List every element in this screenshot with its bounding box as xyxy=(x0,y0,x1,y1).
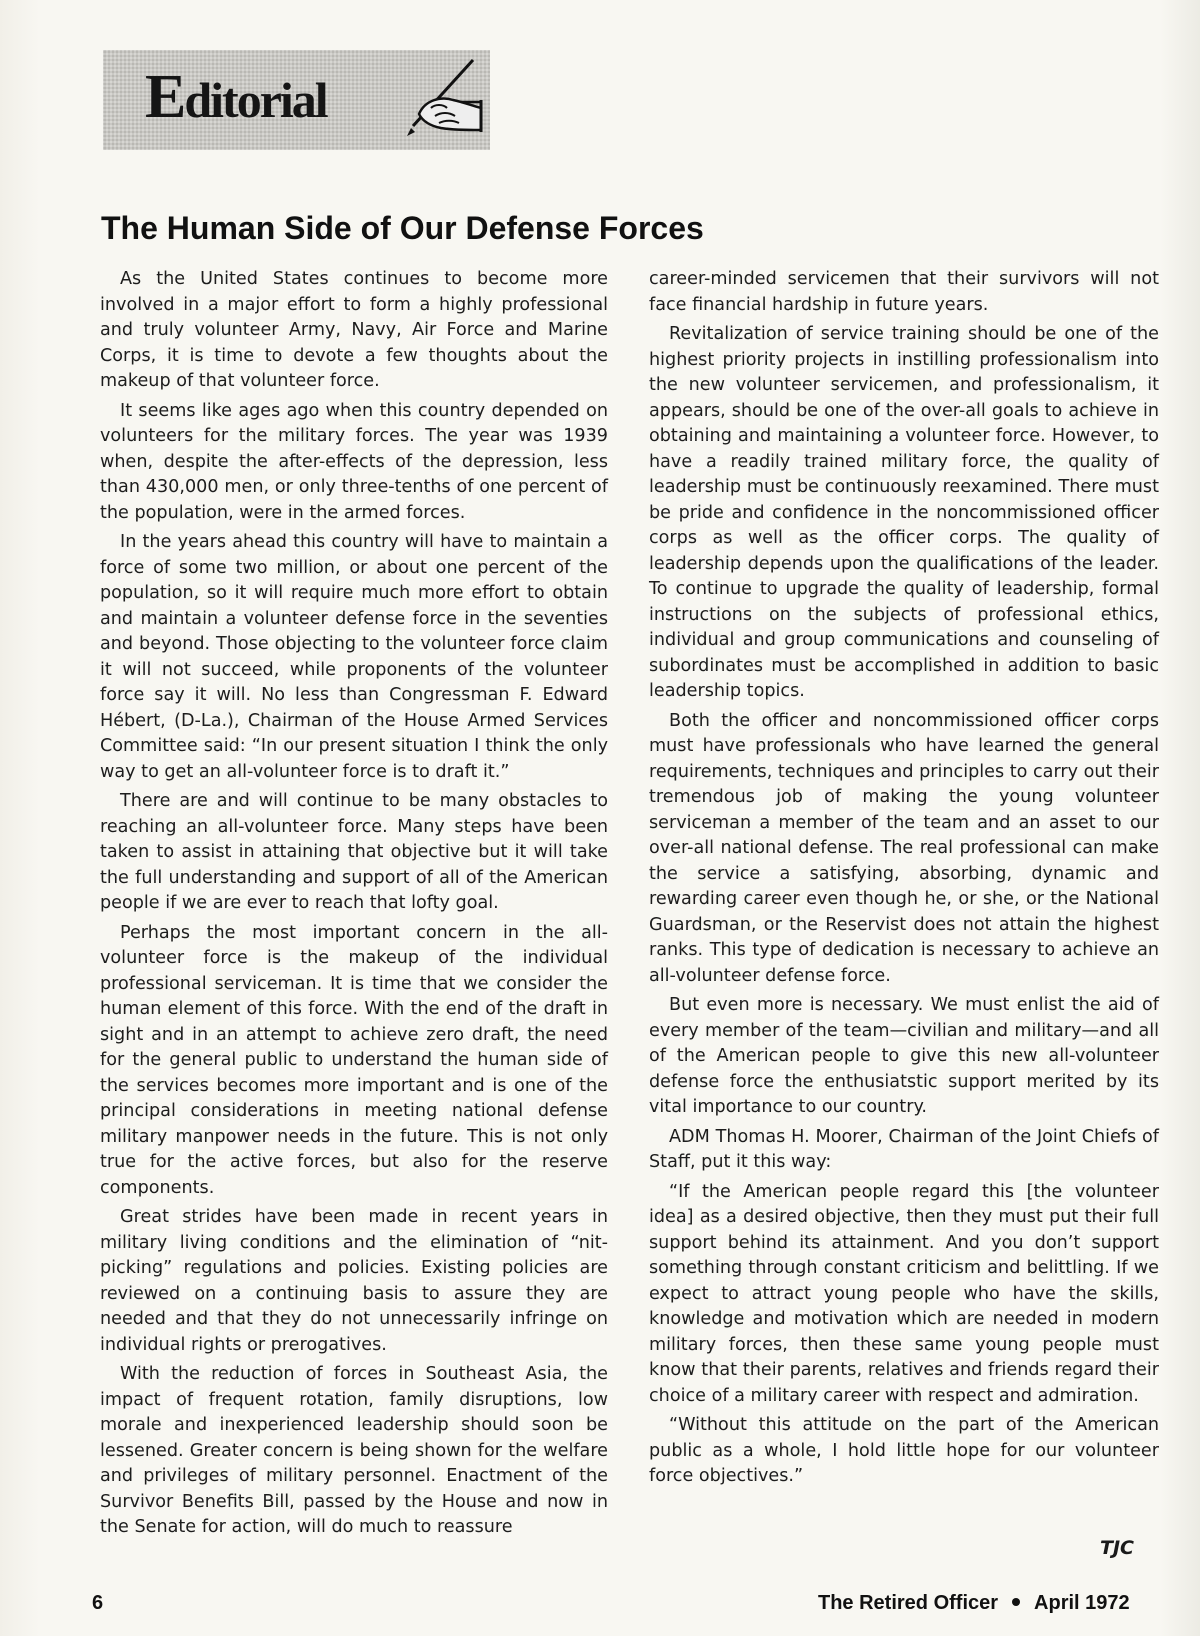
editorial-label: Editorial xyxy=(145,63,327,131)
paragraph: Both the officer and noncommissioned officer corps must have professionals who have learned the general requirements, techniques and principles to carry out their tremendous job of making the young volunteer serviceman a member of the team and an asset to our over-all national defense. The real professional can make the service a satisfying, absorbing, dynamic and rewarding career even though he, or she, or the National Guardsman, or the Reservist does not attain the highest ranks. This type of dedication is necessary to achieve an all-volunteer defense force. xyxy=(649,710,1160,986)
issue-date: April 1972 xyxy=(1034,1592,1130,1614)
paragraph: It seems like ages ago when this country depended on volunteers for the military forces. The year was 1939 when, despite the after-effects of the depression, less than 430,000 men, or only three-tenths of one percent of the population, were in the armed forces. xyxy=(100,400,608,523)
quote-paragraph: “Without this attitude on the part of the American public as a whole, I hold little hope for our volunteer force objectives.” xyxy=(649,1415,1159,1486)
publication-footer xyxy=(818,1592,1130,1615)
paragraph: Great strides have been made in recent years in military living conditions and the elimination of “nit-picking” regulations and policies. Existing policies are reviewed on a continuing basis to assure they are needed and that they do not unnecessarily infringe on individual rights or prerogatives. xyxy=(100,1207,608,1355)
paragraph: career-minded servicemen that their survivors will not face financial hardship in future years. xyxy=(649,269,1159,315)
left-column xyxy=(100,267,608,1545)
headline: The Human Side of Our Defense Forces xyxy=(101,210,704,246)
editorial-banner xyxy=(103,50,490,150)
pen-hand-icon xyxy=(401,56,485,142)
right-column xyxy=(649,267,1159,1494)
paragraph: But even more is necessary. We must enlist the aid of every member of the team—civilian and military—and all of the American people to give this new all-volunteer defense force the enthusiatstic support merited by its vital importance to our country. xyxy=(649,995,1159,1117)
paragraph: With the reduction of forces in Southeast Asia, the impact of frequent rotation, family disruptions, low morale and inexperienced leadership should soon be lessened. Greater concern is being shown for the welfare and privileges of military personnel. Enactment of the Survivor Benefits Bill, passed by the House and now in the Senate for action, will do much to reassure xyxy=(100,1364,608,1537)
page-number: 6 xyxy=(92,1592,104,1614)
author-initials: TJC xyxy=(1100,1537,1134,1559)
paragraph: As the United States continues to become more involved in a major effort to form a highly professional and truly volunteer Army, Navy, Air Force and Marine Corps, it is time to devote a few thoughts about the makeup of that volunteer force. xyxy=(100,269,608,391)
paragraph: In the years ahead this country will have to maintain a force of some two million, or about one percent of the population, so it will require much more effort to obtain and maintain a volunteer defense force in the seventies and beyond. Those objecting to the volunteer force claim it will not succeed, while proponents of the volunteer force say it will. No less than Congressman F. Edward Hébert, (D-La.), Chairman of the House Armed Services Committee said: “In our present situation I think the only way to get an all-volunteer force is to draft it.” xyxy=(100,532,608,782)
paragraph: ADM Thomas H. Moorer, Chairman of the Joint Chiefs of Staff, put it this way: xyxy=(649,1126,1159,1172)
bullet-separator xyxy=(1012,1598,1020,1606)
quote-paragraph: “If the American people regard this [the volunteer idea] as a desired objective, then they must put their full support behind its attainment. And you don’t support something through constant criticism and belittling. If we expect to attract young people who have the skills, knowledge and motivation which are needed in modern military forces, then these same young people must know that their parents, relatives and friends regard their choice of a military career with respect and admiration. xyxy=(649,1181,1159,1406)
paragraph: Revitalization of service training should be one of the highest priority projects in instilling professionalism into the new volunteer servicemen, and professionalism, it appears, should be one of the over-all goals to achieve in obtaining and maintaining a volunteer force. However, to have a readily trained military force, the quality of leadership must be continuously reexamined. There must be pride and confidence in the noncommissioned officer corps as well as the officer corps. The quality of leadership depends upon the qualifications of the leader. To continue to upgrade the quality of leadership, formal instructions on the subjects of professional ethics, individual and group communications and counseling of subordinates must be accomplished in addition to basic leadership topics. xyxy=(649,324,1159,701)
paragraph: There are and will continue to be many obstacles to reaching an all-volunteer force. Many steps have been taken to assist in attaining that objective but it will take the full understanding and support of all of the American people if we are ever to reach that lofty goal. xyxy=(100,791,608,913)
publication-title: The Retired Officer xyxy=(818,1592,999,1614)
paragraph: Perhaps the most important concern in the all-volunteer force is the makeup of the individual professional serviceman. It is time that we consider the human element of this force. With the end of the draft in sight and in an attempt to achieve zero draft, the need for the general public to understand the human side of the services becomes more important and is one of the principal considerations in meeting national defense military manpower needs in the future. This is not only true for the active forces, but also for the reserve components. xyxy=(100,922,608,1198)
